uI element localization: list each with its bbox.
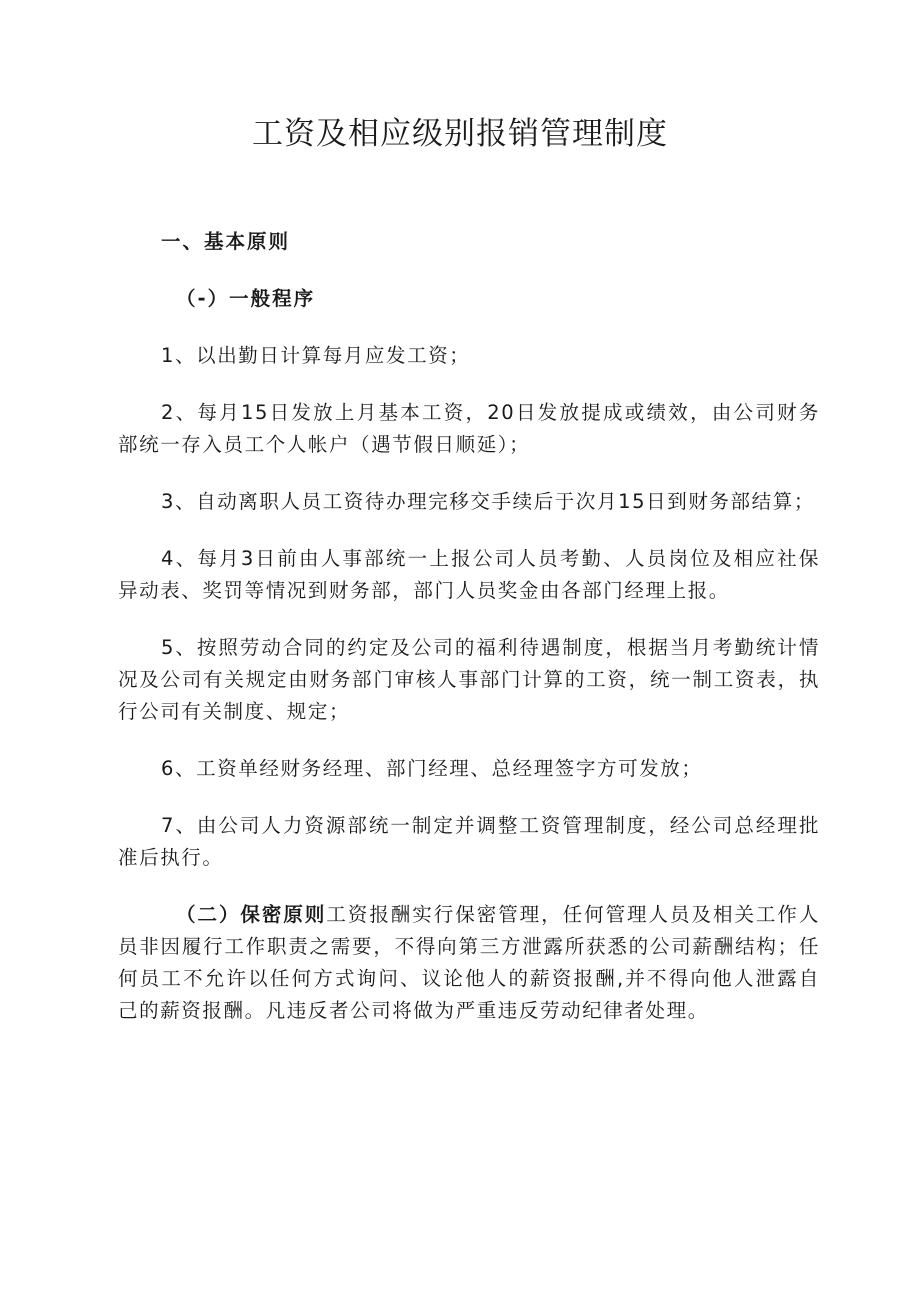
procedure-item-3: 3、自动离职人员工资待办理完移交手续后于次月15日到财务部结算； bbox=[161, 490, 815, 513]
procedure-item-6: 6、工资单经财务经理、部门经理、总经理签字方可发放； bbox=[161, 757, 703, 780]
procedure-item-7: 7、由公司人力资源部统一制定并调整工资管理制度，经公司总经理批准后执行。 bbox=[118, 814, 820, 869]
subsection-heading-general-procedure: （-）一般程序 bbox=[176, 287, 316, 310]
procedure-item-1: 1、以出勤日计算每月应发工资； bbox=[161, 344, 471, 367]
procedure-item-4: 4、每月3日前由人事部统一上报公司人员考勤、人员岗位及相应社保异动表、奖罚等情况到财务部，部门人员奖金由各部门经理上报。 bbox=[118, 547, 820, 602]
subsection-heading-confidentiality: （二）保密原则 bbox=[176, 903, 327, 926]
section-heading-basic-principles: 一、基本原则 bbox=[161, 230, 291, 253]
confidentiality-paragraph bbox=[118, 899, 820, 1027]
procedure-item-2: 2、每月15日发放上月基本工资，20日发放提成或绩效，由公司财务部统一存入员工个人帐户（遇节假日顺延）； bbox=[118, 401, 820, 456]
document-body bbox=[118, 226, 820, 1052]
confidentiality-text: 工资报酬实行保密管理，任何管理人员及相关工作人员非因履行工作职责之需要，不得向第三方泄露所获悉的公司薪酬结构；任何员工不允许以任何方式询问、议论他人的薪资报酬,并不得向他人泄露自己的薪资报酬。凡违反者公司将做为严重违反劳动纪律者处理。 bbox=[118, 903, 820, 1022]
document-title: 工资及相应级别报销管理制度 bbox=[252, 116, 668, 152]
procedure-item-5: 5、按照劳动合同的约定及公司的福利待遇制度，根据当月考勤统计情况及公司有关规定由财务部门审核人事部门计算的工资，统一制工资表，执行公司有关制度、规定； bbox=[118, 636, 820, 723]
